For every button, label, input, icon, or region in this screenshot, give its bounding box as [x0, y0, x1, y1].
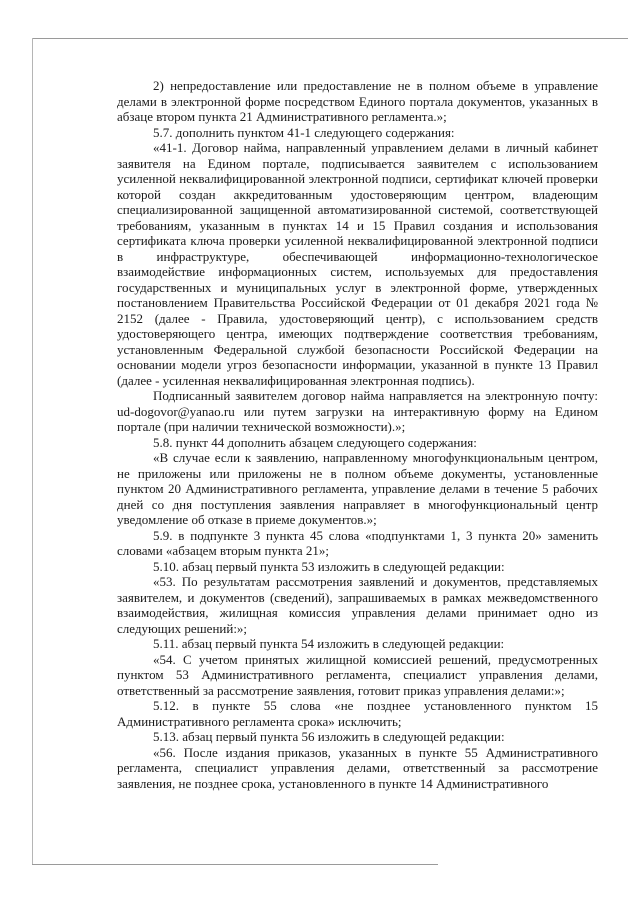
- paragraph-5-7: 5.7. дополнить пунктом 41-1 следующего содержания:: [153, 124, 455, 140]
- paragraph-mfc-case: «В случае если к заявлению, направленному многофункциональным центром, не приложены или приложены не в полном объеме документы, установленные пунктом 20 Административного регламента, управление делами в течение 5 рабочих дней со дня поступления заявления направляет в многофункциональный центр уведомление об отказе в приеме документов.»;: [117, 450, 598, 527]
- paragraph-5-8: 5.8. пункт 44 дополнить абзацем следующего содержания:: [153, 434, 477, 450]
- document-page: [117, 78, 598, 791]
- paragraph-5-9: 5.9. в подпункте 3 пункта 45 слова «подпунктами 1, 3 пункта 20» заменить словами «абзацем вторым пункта 21»;: [117, 527, 598, 558]
- paragraph-41-1: «41-1. Договор найма, направленный управлением делами в личный кабинет заявителя на Едином портале, подписывается заявителем с использованием усиленной неквалифицированной электронной подписи, сертификат ключей проверки которой создан аккредитованным удостоверяющим центром, владеющим специализированной защищенной автоматизированной системой, соответствующей требованиям, указанным в пунктах 14 и 15 Правил создания и использования сертификата ключа проверки усиленной неквалифицированной электронной подписи в инфраструктуре, обеспечивающей информационно-технологическое взаимодействие информационных систем, используемых для предоставления государственных и муниципальных услуг в электронной форме, утвержденных постановлением Правительства Российской Федерации от 01 декабря 2021 года № 2152 (далее - Правила, удостоверяющий центр), с использованием средств удостоверяющего центра, имеющих подтверждение соответствия требованиям, установленным Федеральной службой безопасности Российской Федерации на основании модели угроз безопасности информации, указанной в пункте 13 Правил (далее - усиленная неквалифицированная электронная подпись).: [117, 140, 598, 388]
- paragraph-54: «54. С учетом принятых жилищной комиссией решений, предусмотренных пунктом 53 Административного регламента, специалист управления делами, ответственный за рассмотрение заявления, готовит приказ управления делами:»;: [117, 651, 598, 698]
- paragraph-53: «53. По результатам рассмотрения заявлений и документов, представляемых заявителем, и документов (сведений), запрашиваемых в рамках межведомственного взаимодействия, жилищная комиссия управления делами принимает одно из следующих решений:»;: [117, 574, 598, 636]
- scan-border-left: [32, 38, 33, 864]
- paragraph-2-nonsubmission: 2) непредоставление или предоставление не в полном объеме в управление делами в электронной форме посредством Единого портала документов, указанных в абзаце втором пункта 21 Административного регламента.»;: [117, 78, 598, 124]
- paragraph-5-13: 5.13. абзац первый пункта 56 изложить в следующей редакции:: [153, 729, 505, 744]
- paragraph-signed-contract: Подписанный заявителем договор найма направляется на электронную почту: ud-dogovor@yanao.ru или путем загрузки на интерактивную форму на Едином портале (при наличии технической возможности).»;: [117, 388, 598, 434]
- scan-border-top: [32, 38, 628, 39]
- paragraph-56: «56. После издания приказов, указанных в пункте 55 Административного регламента, специалист управления делами, ответственный за рассмотрение заявления, не позднее срока, установленного в пункте 14 Административного: [117, 744, 598, 791]
- paragraph-5-12: 5.12. в пункте 55 слова «не позднее установленного пунктом 15 Административного регламента срока» исключить;: [117, 698, 598, 729]
- paragraph-5-10: 5.10. абзац первый пункта 53 изложить в следующей редакции:: [153, 558, 505, 574]
- scan-border-bottom: [32, 864, 438, 865]
- paragraph-5-11: 5.11. абзац первый пункта 54 изложить в следующей редакции:: [153, 636, 505, 651]
